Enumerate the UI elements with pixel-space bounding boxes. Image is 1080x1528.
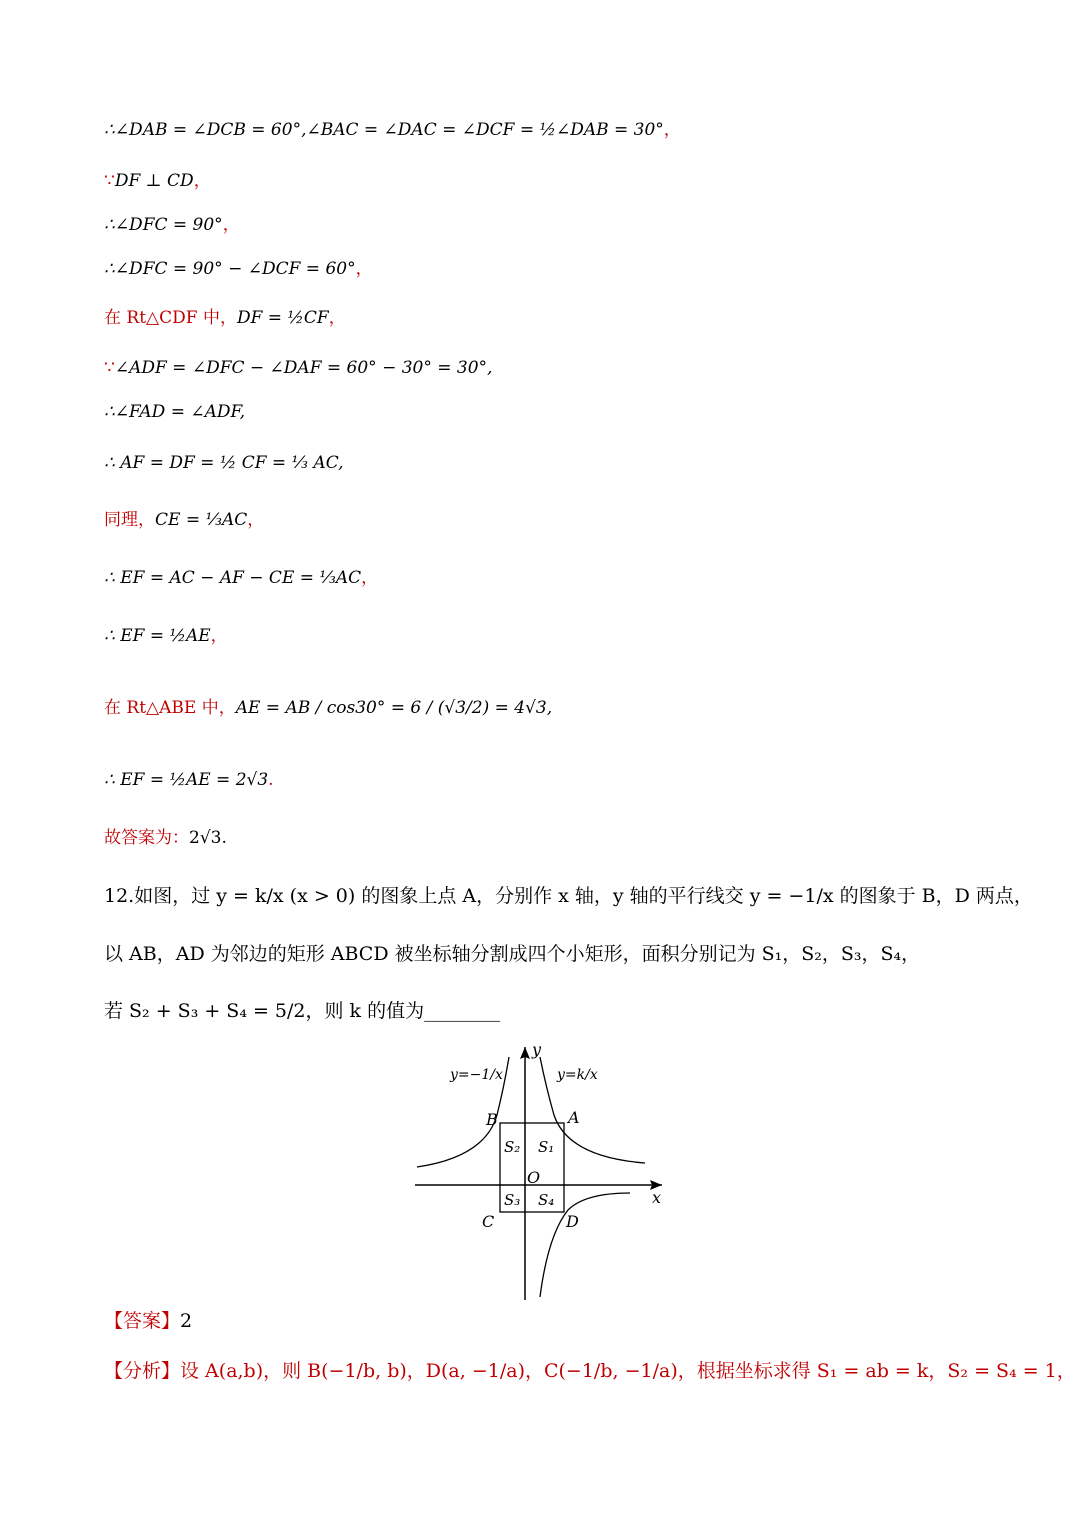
solution-line-13: ∴ EF = ½AE = 2√3.: [104, 770, 274, 790]
label-origin: O: [527, 1168, 541, 1187]
label-point-a: A: [568, 1108, 580, 1127]
question-line-3: 若 S₂ + S₃ + S₄ = 5/2，则 k 的值为________: [104, 1000, 501, 1022]
analysis-line: [104, 1362, 1076, 1381]
solution-line-9: 同理，CE = ⅓AC，: [104, 510, 265, 530]
solution-line-7: ∴∠FAD = ∠ADF,: [104, 402, 246, 422]
solution-line-12: 在 Rt△ABE 中，AE = AB / cos30° = 6 / (√3/2) = 4√3,: [104, 698, 553, 718]
hyperbola-figure: [400, 1035, 700, 1305]
solution-line-10: ∴ EF = AC − AF − CE = ⅓AC，: [104, 568, 379, 588]
question-line-2: 以 AB，AD 为邻边的矩形 ABCD 被坐标轴分割成四个小矩形，面积分别记为 S₁，S₂，S₃，S₄，: [104, 943, 921, 965]
answer-tag: 【答案】: [104, 1310, 181, 1332]
solution-line-14: 故答案为：2√3.: [104, 828, 227, 848]
label-point-c: C: [482, 1212, 495, 1231]
label-right-curve: y=k/x: [557, 1067, 598, 1083]
label-s3: S₃: [504, 1191, 521, 1209]
solution-line-3: ∴∠DFC = 90°，: [104, 215, 240, 235]
label-s1: S₁: [538, 1138, 555, 1156]
label-y-axis: y: [532, 1040, 542, 1059]
solution-line-1: ∴∠DAB = ∠DCB = 60°,∠BAC = ∠DAC = ∠DCF = ½∠DAB = 30°，: [104, 120, 681, 140]
label-s2: S₂: [504, 1138, 521, 1156]
solution-line-5: 在 Rt△CDF 中，DF = ½CF，: [104, 308, 346, 328]
analysis-tag: 【分析】: [104, 1360, 181, 1382]
label-s4: S₄: [538, 1191, 555, 1209]
answer-value: 2: [180, 1310, 193, 1332]
solution-line-4: ∴∠DFC = 90° − ∠DCF = 60°，: [104, 259, 373, 279]
label-point-d: D: [566, 1212, 579, 1231]
solution-line-6: ∵∠ADF = ∠DFC − ∠DAF = 60° − 30° = 30°,: [104, 358, 493, 378]
analysis-text: 设 A(a,b)，则 B(−1/b, b)，D(a, −1/a)，C(−1/b, −1/a)，根据坐标求得 S₁ = ab = k，S₂ = S₄ = 1，: [180, 1360, 1076, 1382]
question-number: 12.: [104, 885, 135, 907]
solution-line-11: ∴ EF = ½AE，: [104, 626, 228, 646]
solution-line-2: ∵DF ⊥ CD，: [104, 171, 211, 191]
question-line-1: 12.如图，过 y = k/x (x > 0) 的图象上点 A，分别作 x 轴，y 轴的平行线交 y = −1/x 的图象于 B，D 两点，: [104, 885, 1033, 907]
label-left-curve: y=−1/x: [450, 1067, 503, 1083]
answer-line: [104, 1312, 192, 1331]
label-point-b: B: [486, 1110, 498, 1129]
label-x-axis: x: [652, 1188, 662, 1207]
solution-line-8: ∴ AF = DF = ½ CF = ⅓ AC,: [104, 453, 344, 473]
